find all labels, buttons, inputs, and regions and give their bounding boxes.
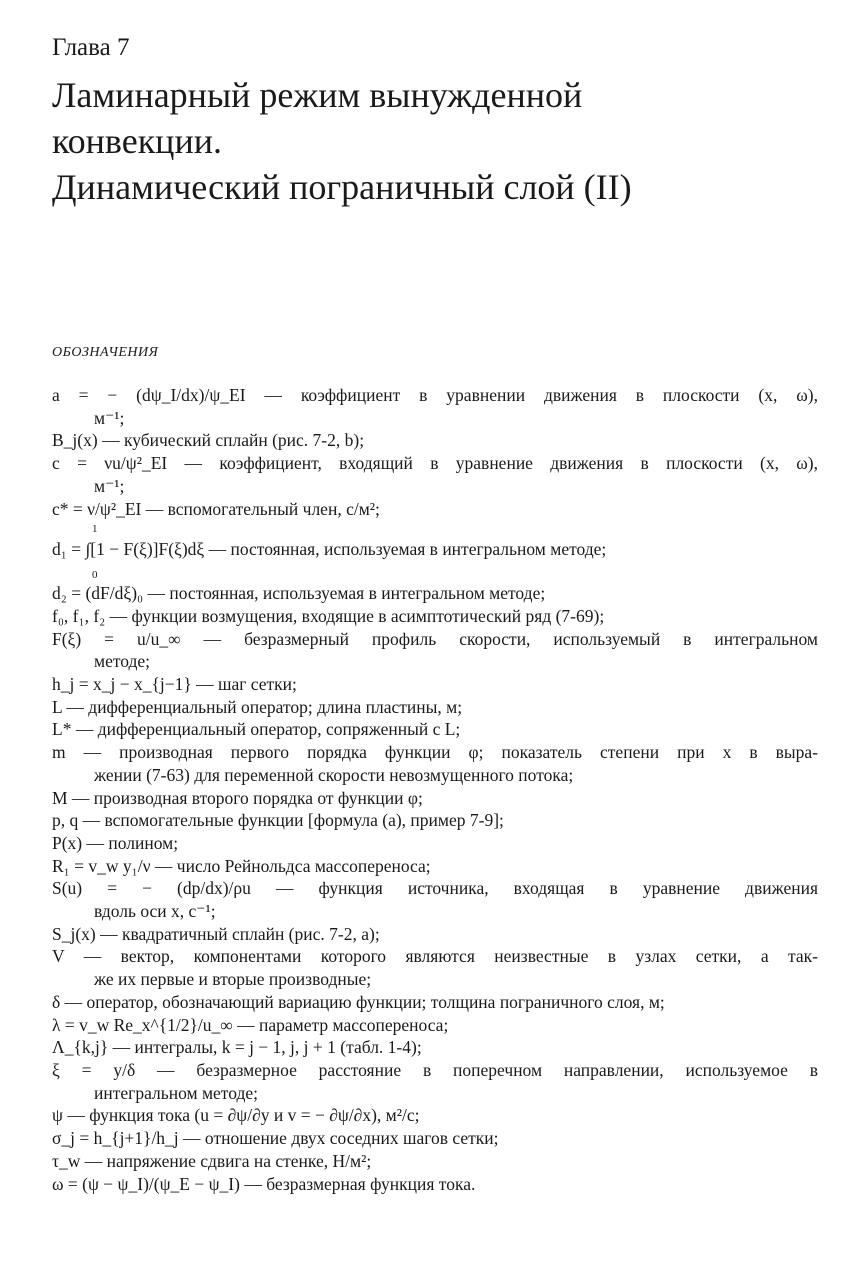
- definition-line: же их первые и вторые производные;: [94, 969, 372, 990]
- definition-line: d₁ = ∫[1 − F(ξ)]F(ξ)dξ — постоянная, используемая в интегральном методе;: [52, 539, 607, 560]
- definition-item: [52, 832, 818, 855]
- definition-item: [52, 429, 818, 452]
- definition-line: a = − (dψ_I/dx)/ψ_EI — коэффициент в уравнении движения в плоскости (x, ω),: [52, 385, 818, 405]
- definition-item: [52, 673, 818, 696]
- definition-line: S_j(x) — квадратичный сплайн (рис. 7-2, a);: [52, 923, 380, 944]
- definition-line: ξ = y/δ — безразмерное расстояние в поперечном направлении, используемое в: [52, 1059, 818, 1080]
- definition-item: [52, 1127, 818, 1150]
- definition-line: c* = ν/ψ²_EI — вспомогательный член, с/м²;: [52, 498, 380, 519]
- definition-item: [52, 945, 818, 990]
- definition-item: [52, 696, 818, 719]
- definition-line: p, q — вспомогательные функции [формула (a), пример 7-9];: [52, 810, 504, 831]
- definition-item: [52, 605, 818, 628]
- definition-item: [52, 1059, 818, 1104]
- definition-line: жении (7-63) для переменной скорости невозмущенного потока;: [94, 764, 574, 785]
- definition-line: м⁻¹;: [94, 407, 125, 428]
- definition-item: [52, 923, 818, 946]
- chapter-title: [52, 72, 812, 210]
- definition-line: B_j(x) — кубический сплайн (рис. 7-2, b);: [52, 430, 365, 451]
- definition-line: Λ_{k,j} — интегралы, k = j − 1, j, j + 1 (табл. 1-4);: [52, 1037, 422, 1058]
- definition-line: d₂ = (dF/dξ)₀ — постоянная, используемая в интегральном методе;: [52, 583, 546, 604]
- integral-upper-limit: 1: [92, 523, 98, 536]
- definition-line: τ_w — напряжение сдвига на стенке, Н/м²;: [52, 1150, 372, 1171]
- definition-item: [52, 1173, 818, 1196]
- definition-line: f₀, f₁, f₂ — функции возмущения, входящие в асимптотический ряд (7-69);: [52, 605, 605, 626]
- definition-item: [52, 452, 818, 497]
- definition-item: [52, 384, 818, 429]
- definition-item: [52, 855, 818, 878]
- definition-line: R₁ = v_w y₁/ν — число Рейнольдса массопереноса;: [52, 855, 431, 876]
- definition-item: [52, 1104, 818, 1127]
- definition-line: ψ — функция тока (u = ∂ψ/∂y и v = − ∂ψ/∂x), м²/с;: [52, 1105, 420, 1126]
- definition-line: δ — оператор, обозначающий вариацию функции; толщина пограничного слоя, м;: [52, 991, 665, 1012]
- definition-line: σ_j = h_{j+1}/h_j — отношение двух соседних шагов сетки;: [52, 1128, 499, 1149]
- definition-line: интегральном методе;: [94, 1082, 258, 1103]
- definition-line: S(u) = − (dp/dx)/ρu — функция источника, входящая в уравнение движения: [52, 878, 818, 899]
- chapter-title-line: Ламинарный режим вынужденной: [52, 75, 583, 115]
- definition-line: методе;: [94, 651, 151, 672]
- definitions-list: [52, 384, 818, 1195]
- definition-line: P(x) — полином;: [52, 832, 179, 853]
- chapter-label: Глава 7: [52, 34, 130, 61]
- definition-line: V — вектор, компонентами которого являются неизвестные в узлах сетки, а так-: [52, 946, 818, 967]
- section-heading: ОБОЗНАЧЕНИЯ: [52, 345, 159, 360]
- definition-item: [52, 991, 818, 1014]
- definition-line: M — производная второго порядка от функции φ;: [52, 787, 423, 808]
- definition-item: [52, 582, 818, 605]
- definition-line: L — дифференциальный оператор; длина пластины, м;: [52, 696, 463, 717]
- definition-item: [52, 787, 818, 810]
- definition-item: [52, 877, 818, 922]
- definition-item: [52, 498, 818, 521]
- definition-line: h_j = x_j − x_{j−1} — шаг сетки;: [52, 674, 297, 695]
- definition-item: [52, 628, 818, 673]
- definition-line: ω = (ψ − ψ_I)/(ψ_E − ψ_I) — безразмерная функция тока.: [52, 1173, 476, 1194]
- definition-line: λ = v_w Re_x^{1/2}/u_∞ — параметр массопереноса;: [52, 1014, 449, 1035]
- definition-item: [52, 718, 818, 741]
- definition-line: м⁻¹;: [94, 475, 125, 496]
- definition-line: m — производная первого порядка функции φ; показатель степени при x в выра-: [52, 742, 818, 763]
- definition-item: [52, 1150, 818, 1173]
- definition-line: вдоль оси x, с⁻¹;: [94, 901, 216, 922]
- integral-lower-limit: 0: [92, 569, 98, 582]
- chapter-title-line: конвекции.: [52, 121, 222, 161]
- definition-item: [52, 1036, 818, 1059]
- definition-line: L* — дифференциальный оператор, сопряженный с L;: [52, 719, 461, 740]
- chapter-title-line: Динамический пограничный слой (II): [52, 167, 632, 207]
- definition-line: c = νu/ψ²_EI — коэффициент, входящий в уравнение движения в плоскости (x, ω),: [52, 453, 818, 474]
- definition-item: [52, 809, 818, 832]
- definition-item: [52, 523, 818, 582]
- definition-line: F(ξ) = u/u_∞ — безразмерный профиль скорости, используемый в интегральном: [52, 628, 818, 649]
- definition-item: [52, 1014, 818, 1037]
- definition-item: [52, 741, 818, 786]
